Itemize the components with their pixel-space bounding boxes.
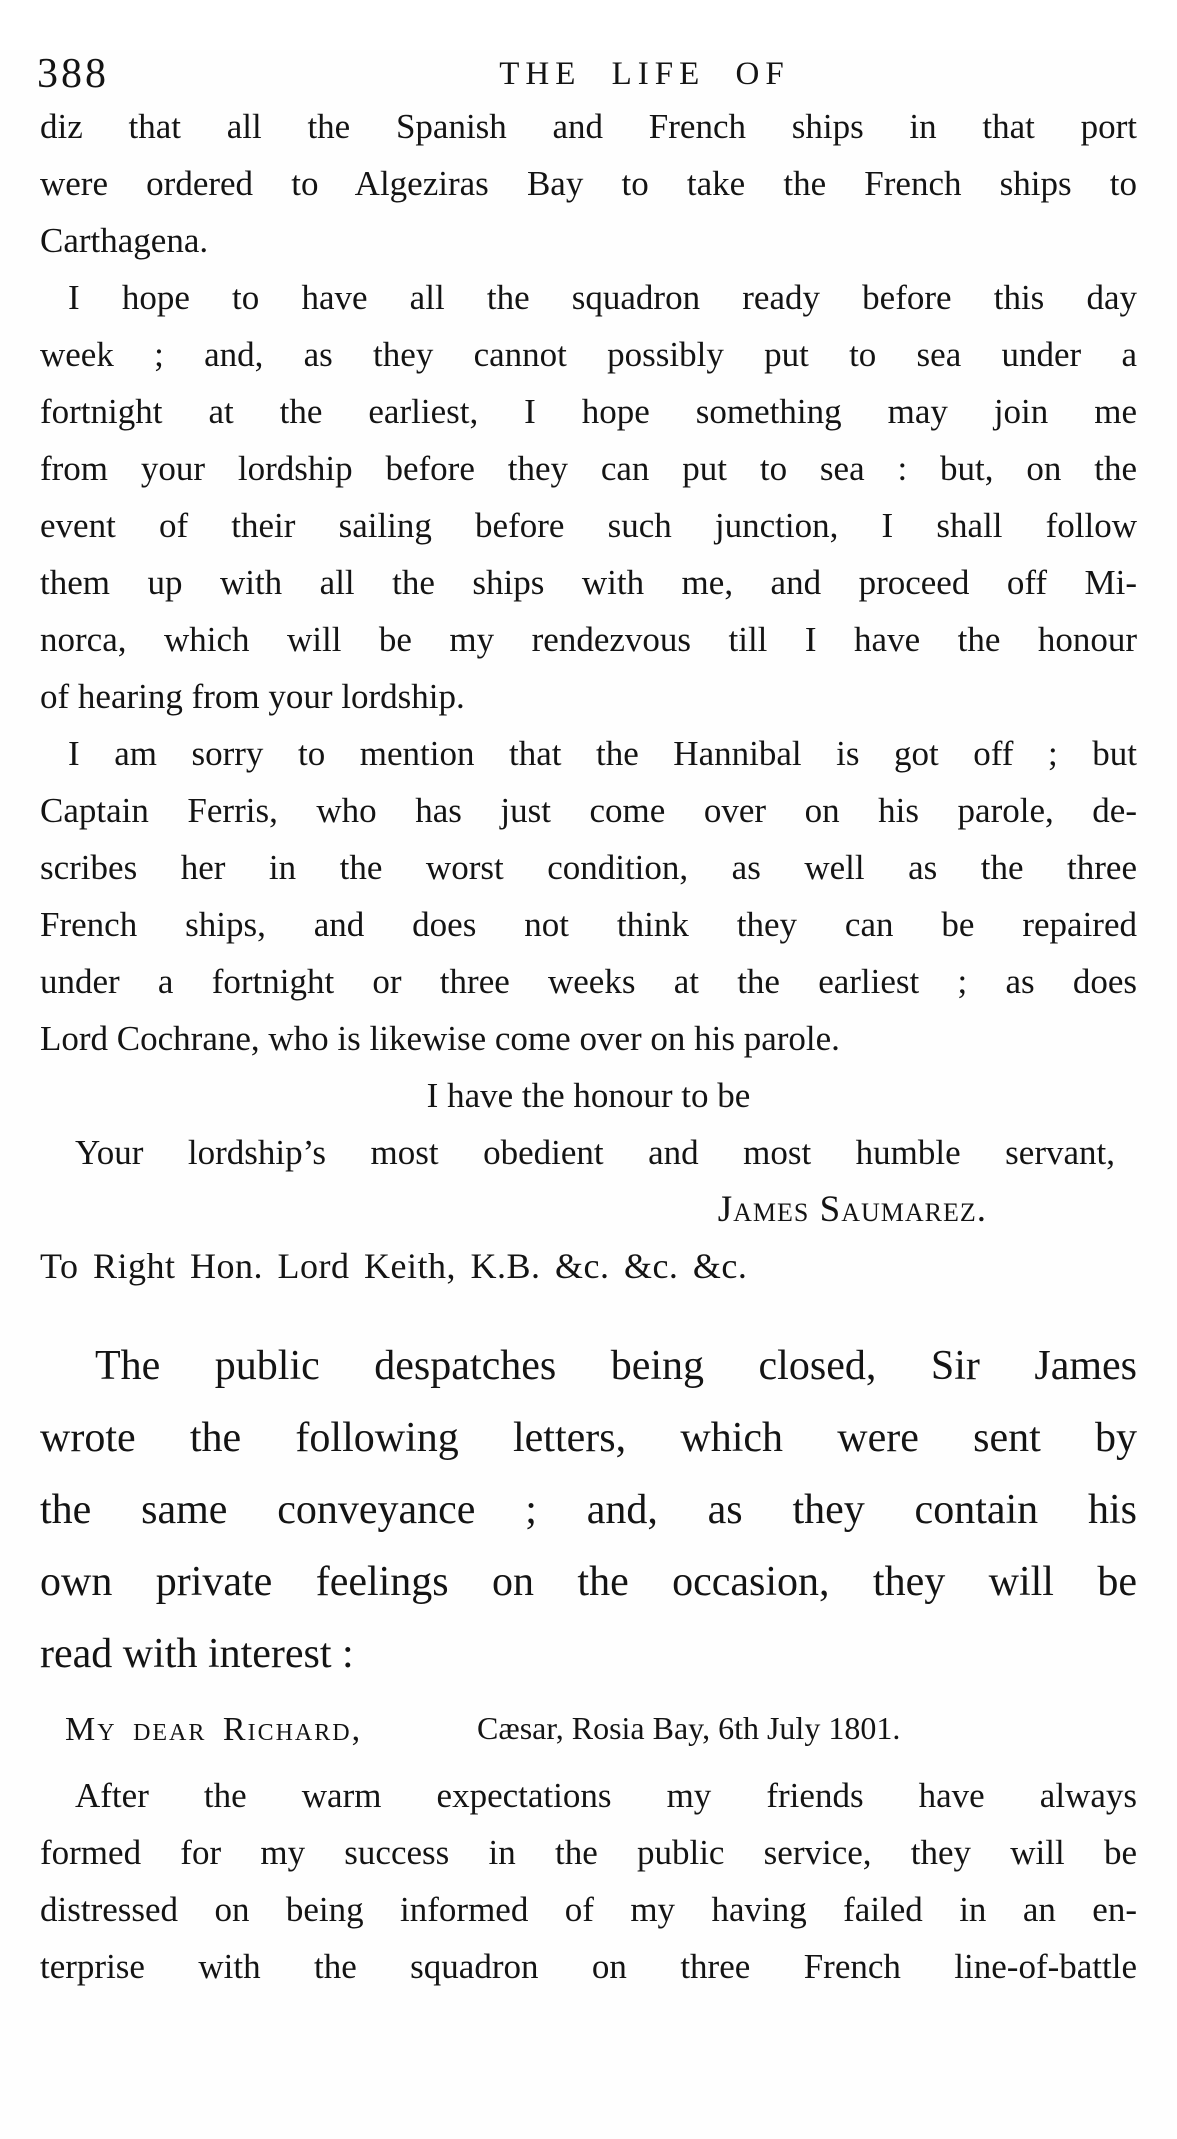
page-number: 388 bbox=[37, 51, 109, 97]
dateline: Cæsar, Rosia Bay, 6th July 1801. bbox=[477, 1710, 901, 1746]
text-line: I hope to have all the squadron ready before this day bbox=[68, 278, 1137, 317]
running-title: THE LIFE OF bbox=[499, 56, 790, 92]
text-line: I am sorry to mention that the Hannibal is got off ; but bbox=[68, 734, 1137, 773]
text-line: read with interest : bbox=[40, 1631, 354, 1677]
letter-2-body bbox=[40, 1767, 1137, 1995]
book-page bbox=[0, 50, 1177, 2139]
text-line: distressed on being informed of my having failed in an en- bbox=[40, 1890, 1137, 1929]
text-line: of hearing from your lordship. bbox=[40, 677, 465, 716]
text-line: event of their sailing before such junction, I shall follow bbox=[40, 506, 1137, 545]
text-line: Lord Cochrane, who is likewise come over on his parole. bbox=[40, 1019, 840, 1058]
page-header bbox=[37, 50, 1137, 98]
text-line: were ordered to Algeziras Bay to take the French ships to bbox=[40, 164, 1137, 203]
narrative-paragraph bbox=[40, 1330, 1137, 1690]
text-line: Captain Ferris, who has just come over on his parole, de- bbox=[40, 791, 1137, 830]
text-line: under a fortnight or three weeks at the earliest ; as does bbox=[40, 962, 1137, 1001]
text-line: fortnight at the earliest, I hope something may join me bbox=[40, 392, 1137, 431]
closing-honour-line: I have the honour to be bbox=[426, 1076, 751, 1115]
text-line: week ; and, as they cannot possibly put to sea under a bbox=[40, 335, 1137, 374]
text-line: terprise with the squadron on three French line-of-battle bbox=[40, 1947, 1137, 1986]
text-line: Carthagena. bbox=[40, 221, 209, 260]
text-line: norca, which will be my rendezvous till I have the honour bbox=[40, 620, 1137, 659]
salutation: My dear Richard, bbox=[65, 1711, 363, 1748]
text-line: formed for my success in the public service, they will be bbox=[40, 1833, 1137, 1872]
text-line: French ships, and does not think they can be repaired bbox=[40, 905, 1137, 944]
letter-to-lord-keith bbox=[40, 98, 1137, 1295]
text-line: from your lordship before they can put to sea : but, on the bbox=[40, 449, 1137, 488]
signature: James Saumarez. bbox=[717, 1189, 987, 1230]
text-line: them up with all the ships with me, and proceed off Mi- bbox=[40, 563, 1137, 602]
text-line: scribes her in the worst condition, as well as the three bbox=[40, 848, 1137, 887]
text-line: wrote the following letters, which were sent by bbox=[40, 1415, 1137, 1461]
text-line: After the warm expectations my friends have always bbox=[75, 1776, 1137, 1815]
text-line: The public despatches being closed, Sir James bbox=[95, 1343, 1137, 1389]
text-line: the same conveyance ; and, as they contain his bbox=[40, 1487, 1137, 1533]
closing-servant-line: Your lordship’s most obedient and most humble servant, bbox=[75, 1133, 1115, 1172]
text-line: diz that all the Spanish and French ships in that port bbox=[40, 107, 1137, 146]
addressee-line: To Right Hon. Lord Keith, K.B. &c. &c. &c. bbox=[40, 1246, 748, 1286]
text-line: own private feelings on the occasion, they will be bbox=[40, 1559, 1137, 1605]
letter-2-heading bbox=[40, 1700, 1137, 1757]
